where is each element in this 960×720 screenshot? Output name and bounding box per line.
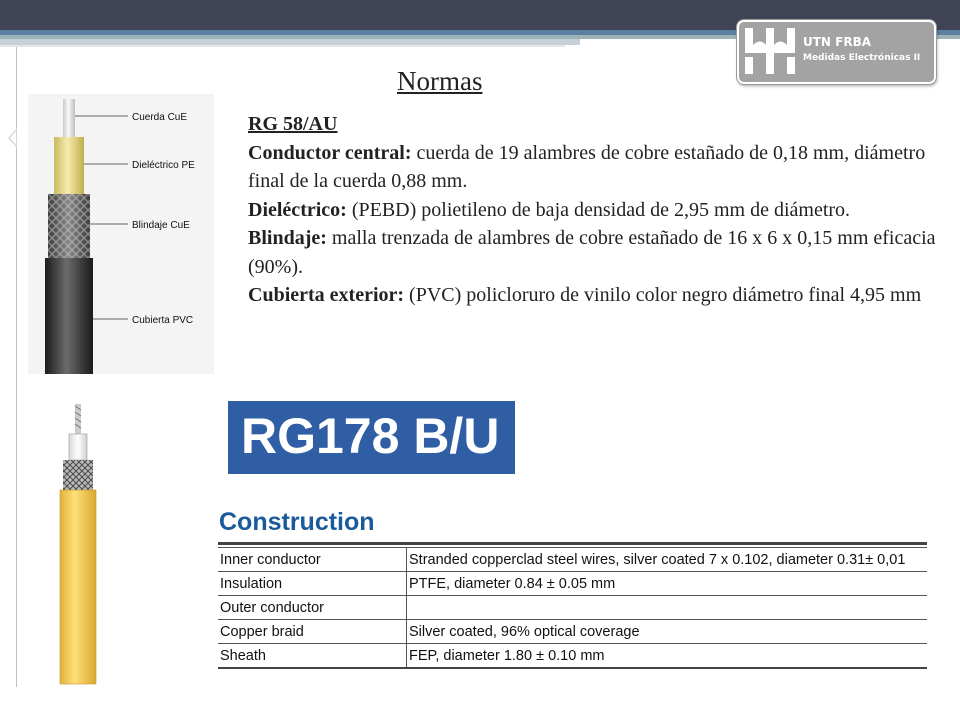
spec-label: Blindaje: xyxy=(248,227,327,249)
rg178-title-banner xyxy=(228,401,515,474)
spec-item xyxy=(248,281,938,310)
utn-emblem-icon xyxy=(743,26,797,76)
rg58-spec-text xyxy=(248,110,938,310)
rg178-cable-diagram xyxy=(55,402,105,686)
spec-value: (PVC) policloruro de vinilo color negro diámetro final 4,95 mm xyxy=(404,284,922,306)
slide-header-strip xyxy=(0,45,565,47)
cable-sheath xyxy=(60,490,96,684)
spec-item xyxy=(248,139,938,196)
cable-dielectric xyxy=(54,137,84,197)
table-row xyxy=(218,572,927,596)
table-cell: Outer conductor xyxy=(218,596,407,620)
spec-label: Conductor central: xyxy=(248,141,412,164)
table-cell: Silver coated, 96% optical coverage xyxy=(407,620,928,644)
table-cell xyxy=(407,596,928,620)
cable-label-braid: Blindaje CuE xyxy=(132,220,190,231)
table-cell: Stranded copperclad steel wires, silver coated 7 x 0.102, diameter 0.31± 0,01 xyxy=(407,548,928,572)
spec-item xyxy=(248,196,938,225)
table-row xyxy=(218,644,927,669)
construction-table xyxy=(218,547,927,669)
cable-insulation xyxy=(69,434,87,460)
construction-title: Construction xyxy=(219,508,375,536)
table-cell: Insulation xyxy=(218,572,407,596)
table-row xyxy=(218,620,927,644)
spec-value: cuerda de 19 alambres de cobre estañado de 0,18 mm, diámetro final de la cuerda 0,88 mm. xyxy=(248,141,926,192)
cable-jacket xyxy=(45,258,93,374)
spec-heading: RG 58/AU xyxy=(248,113,338,135)
table-cell: Sheath xyxy=(218,644,407,669)
table-row xyxy=(218,596,927,620)
spec-value: malla trenzada de alambres de cobre estañado de 16 x 6 x 0,15 mm eficacia (90%). xyxy=(248,227,936,278)
logo-title: UTN FRBA xyxy=(803,35,872,49)
table-cell: FEP, diameter 1.80 ± 0.10 mm xyxy=(407,644,928,669)
logo-subtitle: Medidas Electrónicas II xyxy=(803,53,921,63)
spec-label: Cubierta exterior: xyxy=(248,284,405,306)
table-cell: Copper braid xyxy=(218,620,407,644)
cable-label-dielectric: Dieléctrico PE xyxy=(132,160,195,171)
construction-rule xyxy=(218,542,927,545)
cable-label-jacket: Cubierta PVC xyxy=(132,315,194,326)
table-cell: PTFE, diameter 0.84 ± 0.05 mm xyxy=(407,572,928,596)
cable-inner-conductor xyxy=(63,99,75,139)
utn-logo xyxy=(737,20,936,84)
spec-label: Dieléctrico: xyxy=(248,198,347,221)
spec-value: (PEBD) polietileno de baja densidad de 2,95 mm de diámetro. xyxy=(346,198,851,221)
table-cell: Inner conductor xyxy=(218,548,407,572)
rg58-cable-diagram xyxy=(28,94,214,374)
cable-label-conductor: Cuerda CuE xyxy=(132,112,188,123)
slide-title: Normas xyxy=(397,66,483,96)
spec-item xyxy=(248,224,938,281)
table-row xyxy=(218,548,927,572)
rg178-title: RG178 B/U xyxy=(241,408,500,464)
